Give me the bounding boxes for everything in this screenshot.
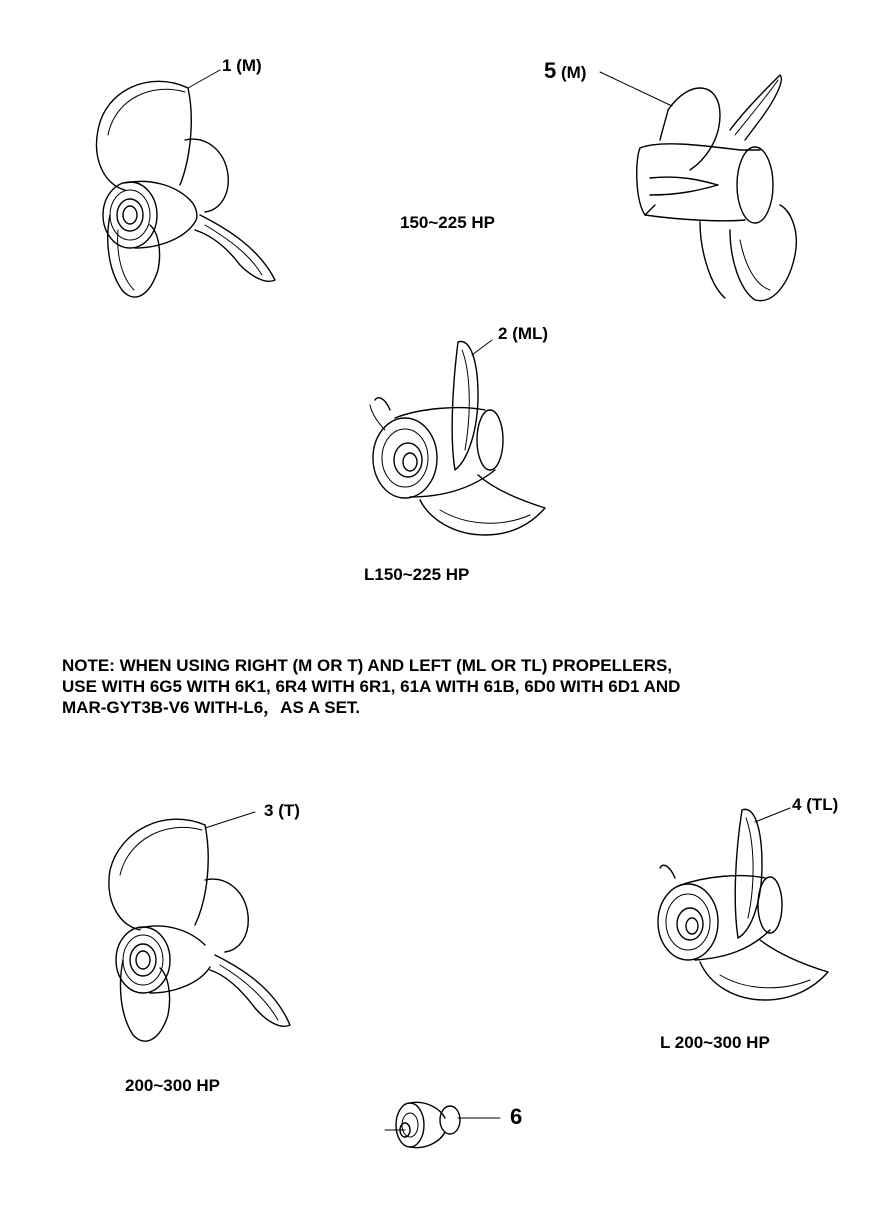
callout-1-code: (M): [236, 56, 262, 75]
note-line-2: USE WITH 6G5 WITH 6K1, 6R4 WITH 6R1, 61A WITH 61B, 6D0 WITH 6D1 AND: [62, 677, 681, 696]
callout-4-code: (TL): [806, 795, 839, 814]
callout-1-number: 1: [222, 56, 232, 75]
callout-6-number: 6: [510, 1104, 523, 1129]
propeller-5-drawing: [600, 72, 796, 301]
caption-200-300-hp: 200~300 HP: [125, 1076, 220, 1095]
callout-4: [792, 796, 838, 813]
note-line-1: NOTE: WHEN USING RIGHT (M OR T) AND LEFT (ML OR TL) PROPELLERS,: [62, 656, 673, 675]
part-6-drawing: [385, 1102, 500, 1147]
callout-2-number: 2: [498, 324, 508, 343]
propeller-3-drawing: [109, 812, 290, 1041]
note-block: [62, 655, 862, 718]
callout-6: [510, 1106, 522, 1128]
callout-2-code: (ML): [512, 324, 549, 343]
callout-3-code: (T): [278, 801, 300, 820]
callout-5: [544, 60, 586, 82]
caption-l200-300-hp: L 200~300 HP: [660, 1033, 770, 1052]
callout-1: [222, 57, 262, 74]
note-line-3: MAR-GYT3B-V6 WITH-L6，AS A SET.: [62, 698, 361, 717]
propeller-1-drawing: [97, 70, 275, 297]
caption-l150-225-hp: L150~225 HP: [364, 565, 470, 584]
callout-5-code: (M): [560, 63, 587, 82]
callout-3: [264, 802, 300, 819]
callout-2: [498, 325, 548, 342]
callout-4-number: 4: [792, 795, 802, 814]
propeller-2-drawing: [370, 340, 545, 535]
callout-3-number: 3: [264, 801, 274, 820]
caption-150-225-hp: 150~225 HP: [400, 213, 495, 232]
propeller-4-drawing: [658, 808, 828, 1000]
callout-5-number: 5: [544, 58, 557, 83]
